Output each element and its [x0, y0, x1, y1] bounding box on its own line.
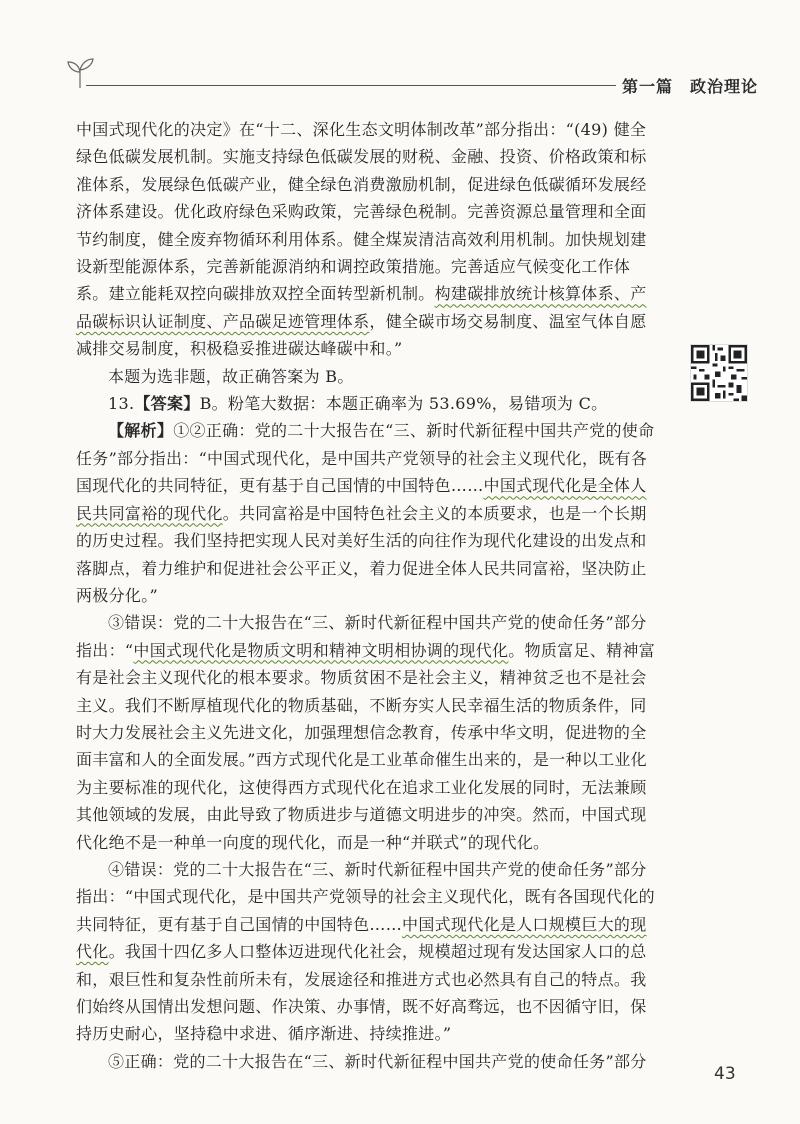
p1-underline: 构建碳排放统计核算体系、产品碳标识认证制度、产品碳足迹管理体系 — [76, 284, 647, 331]
paragraph-1 — [76, 116, 658, 363]
p1-text-b: ，健全碳市场交易制度、温室气体自愿减排交易制度，积极稳妥推进碳达峰碳中和。” — [76, 311, 647, 359]
qr-code[interactable] — [690, 344, 748, 402]
p6-text-b: 。我国十四亿多人口整体迈进现代化社会，规模超过现有发达国家人口的总和，艰巨性和复杂性前所未有，发展途径和推进方式也必然具有自己的特点。我们始终从国情出发想问题、作决策、办事情，既不好高骛远，也不因循守旧，保持历史耐心，坚持稳中求进、循序渐进、持续推进。” — [76, 942, 647, 1044]
p6-underline: 中国式现代化是人口规模巨大的现代化 — [76, 914, 647, 962]
p6-text-a: ④错误：党的二十大报告在“三、新时代新征程中国共产党的使命任务”部分指出：“中国式现代化，是中国共产党领导的社会主义现代化，既有各国现代化的共同特征，更有基于自己国情的中国特色…… — [76, 859, 655, 934]
paragraph-7: ⑤正确：党的二十大报告在“三、新时代新征程中国共产党的使命任务”部分 — [108, 1051, 647, 1071]
paragraph-3 — [76, 390, 658, 417]
p5-underline: 中国式现代化是物质文明和精神文明相协调的现代化 — [133, 640, 509, 660]
paragraph-6 — [76, 856, 658, 1048]
answer-text: B。粉笔大数据：本题正确率为 53.69%，易错项为 C。 — [199, 394, 608, 414]
paragraph-4 — [76, 417, 658, 609]
analysis-tag: 【解析】 — [108, 421, 174, 441]
question-number: 13. — [108, 394, 135, 414]
p5-text-b: 。物质富足、精神富有是社会主义现代化的根本要求。物质贫困不是社会主义，精神贫乏也不是社会主义。我们不断厚植现代化的物质基础，不断夯实人民幸福生活的物质条件，同时大力发展社会主义先进文化，加强理想信念教育，传承中华文明，促进物的全面丰富和人的全面发展。”西方式现代化是工业革命催生出来的，是一种以工业化为主要标准的现代化，这使得西方式现代化在追求工业化发展的同时，无法兼顾其他领域的发展，由此导致了物质进步与道德文明进步的冲突。然而，中国式现代化绝不是一种单一向度的现代化，而是一种“并联式”的现代化。 — [76, 640, 655, 852]
p4-underline: 中国式现代化是全体人民共同富裕的现代化 — [76, 476, 647, 523]
page-body — [76, 116, 658, 1075]
answer-tag: 【答案】 — [134, 394, 200, 414]
paragraph-5 — [76, 609, 658, 856]
paragraph-2: 本题为选非题，故正确答案为 B。 — [108, 366, 354, 386]
header-rule — [86, 85, 616, 86]
p1-text-a: 中国式现代化的决定》在“十二、深化生态文明体制改革”部分指出：“(49) 健全绿色低碳发展机制。实施支持绿色低碳发展的财税、金融、投资、价格政策和标准体系，发展绿色低碳产业，健全绿色消费激励机制，促进绿色低碳循环发展经济体系建设。优化政府绿色采购政策，完善绿色税制。完善资源总量管理和全面节约制度，健全废弃物循环利用体系。健全煤炭清洁高效利用机制。加快规划建设新型能源体系，完善新能源消纳和调控政策措施。完善适应气候变化工作体系。建立能耗双控向碳排放双控全面转型新机制。 — [76, 120, 647, 304]
p5-text-a: ③错误：党的二十大报告在“三、新时代新征程中国共产党的使命任务”部分指出：“ — [76, 613, 647, 660]
sprout-icon — [66, 52, 94, 88]
p4-text-b: 。共同富裕是中国特色社会主义的本质要求，也是一个长期的历史过程。我们坚持把实现人民对美好生活的向往作为现代化建设的出发点和落脚点，着力维护和促进社会公平正义，着力促进全体人民共同富裕，坚决防止两极分化。” — [76, 503, 647, 605]
chapter-title: 第一篇 政治理论 — [622, 77, 759, 96]
page-header — [0, 0, 800, 110]
page-number: 43 — [714, 1064, 736, 1084]
p4-text-a: ①②正确：党的二十大报告在“三、新时代新征程中国共产党的使命任务”部分指出：“中国式现代化，是中国共产党领导的社会主义现代化，既有各国现代化的共同特征，更有基于自己国情的中国特色…… — [76, 421, 655, 496]
